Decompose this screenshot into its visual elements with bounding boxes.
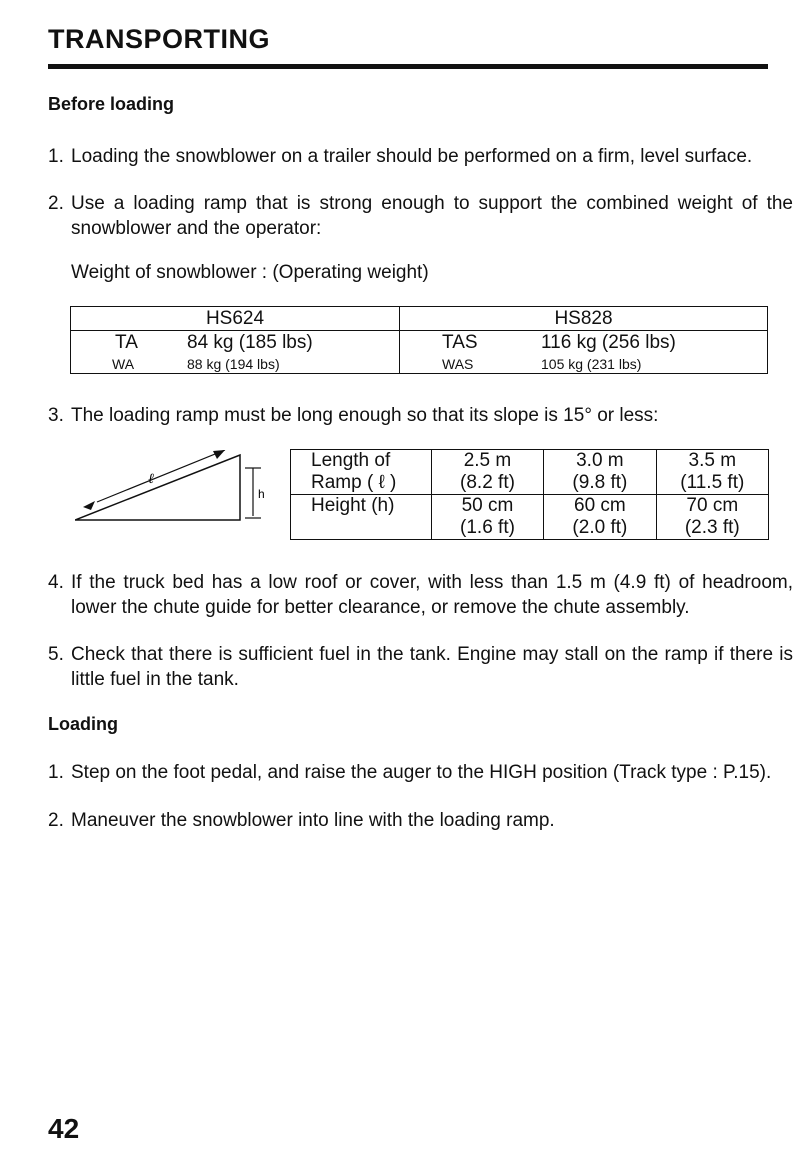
ramp-length-cell — [431, 450, 543, 495]
ramp-triangle — [75, 455, 240, 520]
ramp-height-cell — [656, 495, 768, 540]
page-number: 42 — [48, 1113, 80, 1144]
ramp-height-label-text: Height (h) — [311, 495, 395, 516]
ramp-length-label-line1: Length of — [311, 450, 391, 471]
ramp-height-ft: (2.3 ft) — [684, 517, 740, 538]
item-number: 3. — [48, 405, 64, 426]
before-loading-item-5 — [48, 642, 793, 692]
title-rule — [48, 64, 768, 69]
weight-cell-hs624 — [71, 331, 400, 374]
before-loading-item-3 — [48, 403, 793, 428]
ramp-length-cell — [544, 450, 656, 495]
item-text: Use a loading ramp that is strong enough to support the combined weight of the snowblower and the operator: — [71, 193, 793, 239]
ramp-length-label — [291, 450, 432, 495]
ramp-length-arrow — [97, 450, 225, 502]
ramp-arrowhead-bottom — [83, 501, 95, 510]
weight-caption: Weight of snowblower : (Operating weight) — [71, 262, 429, 283]
loading-item-1 — [48, 760, 793, 785]
ramp-length-cell — [656, 450, 768, 495]
loading-item-2 — [48, 808, 793, 833]
item-text: Check that there is sufficient fuel in the tank. Engine may stall on the ramp if there is little fuel in the tank. — [71, 644, 793, 690]
before-loading-item-2 — [48, 191, 793, 241]
ramp-height-ft: (2.0 ft) — [572, 517, 628, 538]
item-text: The loading ramp must be long enough so that its slope is 15° or less: — [71, 405, 659, 426]
ramp-height-cm: 50 cm — [461, 495, 514, 516]
ramp-height-cell — [431, 495, 543, 540]
item-number: 5. — [48, 644, 64, 665]
ramp-length-ft: (8.2 ft) — [460, 472, 515, 493]
ramp-arrowhead-top — [213, 450, 225, 459]
item-text: If the truck bed has a low roof or cover, with less than 1.5 m (4.9 ft) of headroom, lower the chute guide for better clearance, or remove the chute assembly. — [71, 572, 793, 618]
page-title: TRANSPORTING — [48, 24, 270, 54]
item-number: 1. — [48, 146, 64, 167]
length-symbol: ℓ — [148, 472, 154, 487]
weight-label-was: WAS — [442, 356, 474, 372]
weight-label-ta: TA — [115, 332, 138, 353]
weight-label-tas: TAS — [442, 332, 478, 353]
ramp-height-label — [291, 495, 432, 540]
before-loading-item-1 — [48, 144, 793, 169]
item-number: 2. — [48, 193, 64, 214]
item-number: 1. — [48, 762, 64, 783]
weight-value-was: 105 kg (231 lbs) — [541, 356, 642, 372]
ramp-length-m: 3.5 m — [688, 450, 737, 471]
before-loading-heading: Before loading — [48, 94, 175, 114]
ramp-length-ft: (11.5 ft) — [680, 472, 745, 493]
ramp-length-ft: (9.8 ft) — [572, 472, 628, 493]
loading-heading: Loading — [48, 714, 118, 734]
weight-cell-hs828 — [400, 331, 768, 374]
ramp-length-m: 2.5 m — [463, 450, 512, 471]
ramp-height-cm: 60 cm — [574, 495, 626, 516]
ramp-table — [290, 449, 769, 540]
weight-table — [70, 306, 768, 374]
ramp-height-cell — [544, 495, 656, 540]
ramp-height-ft: (1.6 ft) — [460, 517, 515, 538]
item-text: Step on the foot pedal, and raise the auger to the HIGH position (Track type : P.15). — [71, 762, 772, 783]
ramp-length-m: 3.0 m — [576, 450, 624, 471]
ramp-height-cm: 70 cm — [686, 495, 739, 516]
height-symbol: h — [258, 487, 265, 501]
weight-value-ta: 84 kg (185 lbs) — [187, 332, 313, 353]
item-text: Loading the snowblower on a trailer should be performed on a firm, level surface. — [71, 146, 753, 167]
before-loading-item-4 — [48, 570, 793, 620]
item-number: 2. — [48, 810, 64, 831]
ramp-length-label-line2: Ramp ( ℓ ) — [311, 472, 397, 493]
weight-header-hs828: HS828 — [400, 307, 768, 331]
weight-value-tas: 116 kg (256 lbs) — [541, 332, 676, 353]
weight-header-hs624: HS624 — [71, 307, 400, 331]
item-number: 4. — [48, 572, 64, 593]
weight-label-wa: WA — [112, 356, 135, 372]
item-text: Maneuver the snowblower into line with the loading ramp. — [71, 810, 555, 831]
weight-value-wa: 88 kg (194 lbs) — [187, 356, 280, 372]
ramp-diagram — [75, 450, 275, 534]
